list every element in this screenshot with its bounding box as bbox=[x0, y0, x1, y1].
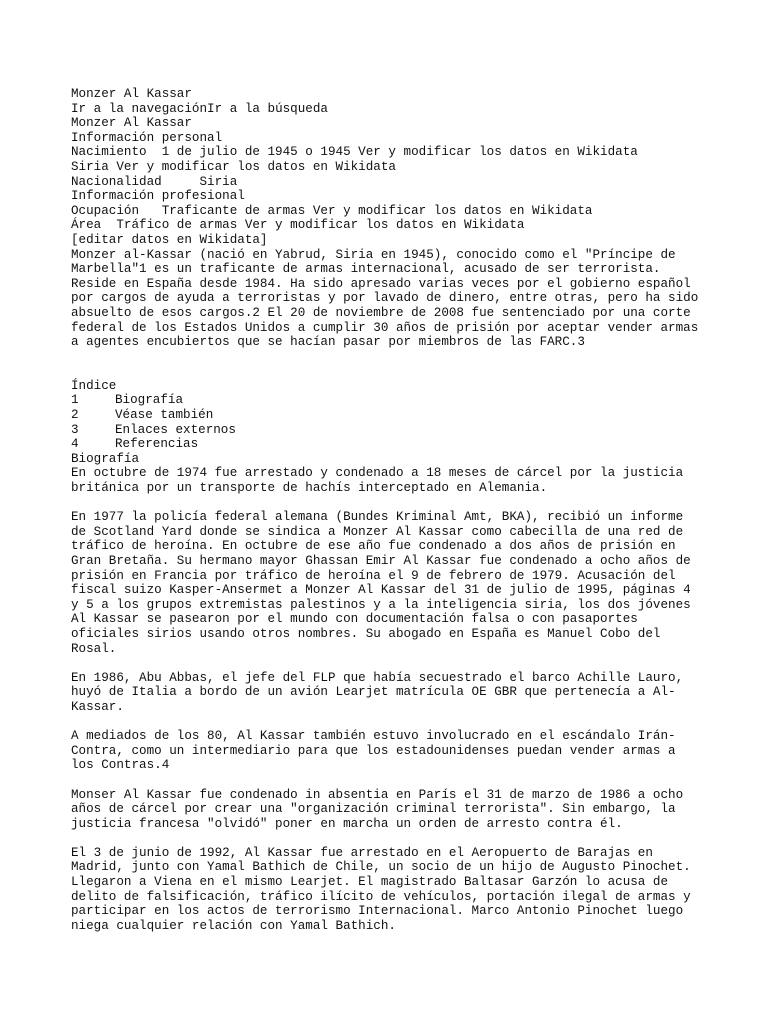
biography-paragraph bbox=[71, 671, 721, 715]
biography-section bbox=[71, 452, 721, 934]
biography-paragraph bbox=[71, 466, 721, 495]
spacer bbox=[71, 350, 721, 379]
paragraph-line: Madrid, junto con Yamal Bathich de Chile, un socio de un hijo de Augusto Pinochet. bbox=[71, 860, 691, 875]
spacer bbox=[71, 715, 721, 730]
paragraph-line: El 3 de junio de 1992, Al Kassar fue arrestado en el Aeropuerto de Barajas en bbox=[71, 845, 653, 860]
document-page bbox=[71, 87, 721, 933]
intro-line: a agentes encubiertos que se hacían pasar por miembros de las FARC.3 bbox=[71, 335, 585, 350]
paragraph-line: En 1986, Abu Abbas, el jefe del FLP que había secuestrado el barco Achille Lauro, bbox=[71, 670, 684, 685]
intro-line: Marbella"1 es un traficante de armas internacional, acusado de ser terrorista. bbox=[71, 262, 661, 277]
infobox-birth-place-row: Siria Ver y modificar los datos en Wikidata bbox=[71, 159, 396, 174]
paragraph-line: niega cualquier relación con Yamal Bathich. bbox=[71, 918, 396, 933]
paragraph-line: Kassar. bbox=[71, 699, 124, 714]
section-heading-biografia: Biografía bbox=[71, 451, 140, 466]
infobox-occupation-row: Ocupación Traficante de armas Ver y modificar los datos en Wikidata bbox=[71, 203, 593, 218]
biography-paragraph bbox=[71, 729, 721, 773]
biography-paragraph bbox=[71, 510, 721, 656]
infobox-name: Monzer Al Kassar bbox=[71, 116, 192, 131]
infobox bbox=[71, 116, 721, 247]
spacer bbox=[71, 496, 721, 511]
paragraph-line: justicia francesa "olvidó" poner en marcha un orden de arresto contra él. bbox=[71, 816, 623, 831]
paragraph-line: huyó de Italia a bordo de un avión Learjet matrícula OE GBR que pertenecía a Al- bbox=[71, 685, 676, 700]
paragraph-line: Monser Al Kassar fue condenado in absentia en París el 31 de marzo de 1986 a ocho bbox=[71, 787, 684, 802]
edit-wikidata-link[interactable]: [editar datos en Wikidata] bbox=[71, 232, 268, 247]
toc-item-referencias[interactable] bbox=[71, 437, 721, 452]
toc-item-label: Enlaces externos bbox=[115, 422, 236, 437]
paragraph-line: participar en los actos de terrorismo Internacional. Marco Antonio Pinochet luego bbox=[71, 904, 684, 919]
paragraph-line: oficiales sirios usando otros nombres. Su abogado en España es Manuel Cobo del bbox=[71, 626, 661, 641]
skip-links bbox=[71, 102, 721, 117]
paragraph-line: y 5 a los grupos extremistas palestinos y a la inteligencia siria, los dos jóvenes bbox=[71, 597, 691, 612]
infobox-area-row: Área Tráfico de armas Ver y modificar los datos en Wikidata bbox=[71, 218, 525, 233]
paragraph-line: de Scotland Yard donde se sindica a Monzer Al Kassar como cabecilla de una red de bbox=[71, 524, 684, 539]
infobox-birth-row: Nacimiento 1 de julio de 1945 o 1945 Ver y modificar los datos en Wikidata bbox=[71, 145, 638, 160]
paragraph-line: Llegaron a Viena en el mismo Learjet. El magistrado Baltasar Garzón lo acusa de bbox=[71, 875, 669, 890]
page-title: Monzer Al Kassar bbox=[71, 87, 192, 101]
spacer bbox=[71, 773, 721, 788]
toc-item-number: 2 bbox=[71, 408, 79, 423]
paragraph-line: prisión en Francia por tráfico de heroína el 9 de febrero de 1979. Acusación del bbox=[71, 568, 676, 583]
intro-line: Monzer al-Kassar (nació en Yabrud, Siria en 1945), conocido como el "Príncipe de bbox=[71, 247, 676, 262]
paragraph-line: Rosal. bbox=[71, 641, 117, 656]
paragraph-line: Gran Bretaña. Su hermano mayor Ghassan Emir Al Kassar fue condenado a ocho años de bbox=[71, 554, 691, 568]
paragraph-line: fiscal suizo Kasper-Ansermet a Monzer Al Kassar del 31 de julio de 1995, páginas 4 bbox=[71, 583, 691, 598]
intro-line: absuelto de esos cargos.2 El 20 de noviembre de 2008 fue sentenciado por una corte bbox=[71, 305, 691, 320]
toc-item-vease-tambien[interactable] bbox=[71, 408, 721, 423]
paragraph-line: En 1977 la policía federal alemana (Bundes Kriminal Amt, BKA), recibió un informe bbox=[71, 510, 684, 525]
skip-to-navigation-link[interactable]: Ir a la navegación bbox=[71, 101, 208, 116]
intro-line: federal de los Estados Unidos a cumplir 30 años de prisión por aceptar vender armas bbox=[71, 320, 699, 335]
paragraph-line: Contra, como un intermediario para que los estadounidenses puedan vender armas a bbox=[71, 743, 676, 758]
toc-item-label: Véase también bbox=[115, 408, 214, 423]
intro-line: por cargos de ayuda a terroristas y por lavado de dinero, entre otras, pero ha sido bbox=[71, 291, 699, 306]
skip-to-search-link[interactable]: Ir a la búsqueda bbox=[207, 101, 328, 116]
infobox-personal-heading: Información personal bbox=[71, 130, 223, 145]
toc-item-label: Biografía bbox=[115, 393, 184, 408]
paragraph-line: Al Kassar se pasearon por el mundo con documentación falsa o con pasaportes bbox=[71, 612, 638, 627]
infobox-professional-heading: Información profesional bbox=[71, 189, 245, 204]
toc-heading: Índice bbox=[71, 378, 117, 393]
intro-line: Reside en España desde 1984. Ha sido apresado varias veces por el gobierno español bbox=[71, 276, 691, 291]
paragraph-line: A mediados de los 80, Al Kassar también estuvo involucrado en el escándalo Irán- bbox=[71, 729, 676, 744]
intro-paragraph bbox=[71, 248, 721, 350]
biography-paragraph bbox=[71, 846, 721, 934]
toc-item-enlaces-externos[interactable] bbox=[71, 423, 721, 438]
paragraph-line: tráfico de heroína. En octubre de ese año fue condenado a dos años de prisión en bbox=[71, 539, 676, 554]
toc-item-number: 3 bbox=[71, 422, 79, 437]
toc-item-label: Referencias bbox=[115, 437, 199, 452]
toc-item-number: 4 bbox=[71, 437, 79, 452]
paragraph-line: En octubre de 1974 fue arrestado y condenado a 18 meses de cárcel por la justicia bbox=[71, 466, 684, 481]
paragraph-line: británica por un transporte de hachís interceptado en Alemania. bbox=[71, 481, 548, 496]
toc-item-biografia[interactable] bbox=[71, 393, 721, 408]
paragraph-line: años de cárcel por crear una "organización criminal terrorista". Sin embargo, la bbox=[71, 802, 676, 817]
toc-item-number: 1 bbox=[71, 393, 79, 408]
spacer bbox=[71, 656, 721, 671]
infobox-nationality-row: Nacionalidad Siria bbox=[71, 174, 238, 189]
paragraph-line: los Contras.4 bbox=[71, 758, 170, 773]
paragraph-line: delito de falsificación, tráfico ilícito de vehículos, portación ilegal de armas y bbox=[71, 889, 691, 904]
spacer bbox=[71, 831, 721, 846]
biography-paragraph bbox=[71, 788, 721, 832]
table-of-contents bbox=[71, 379, 721, 452]
